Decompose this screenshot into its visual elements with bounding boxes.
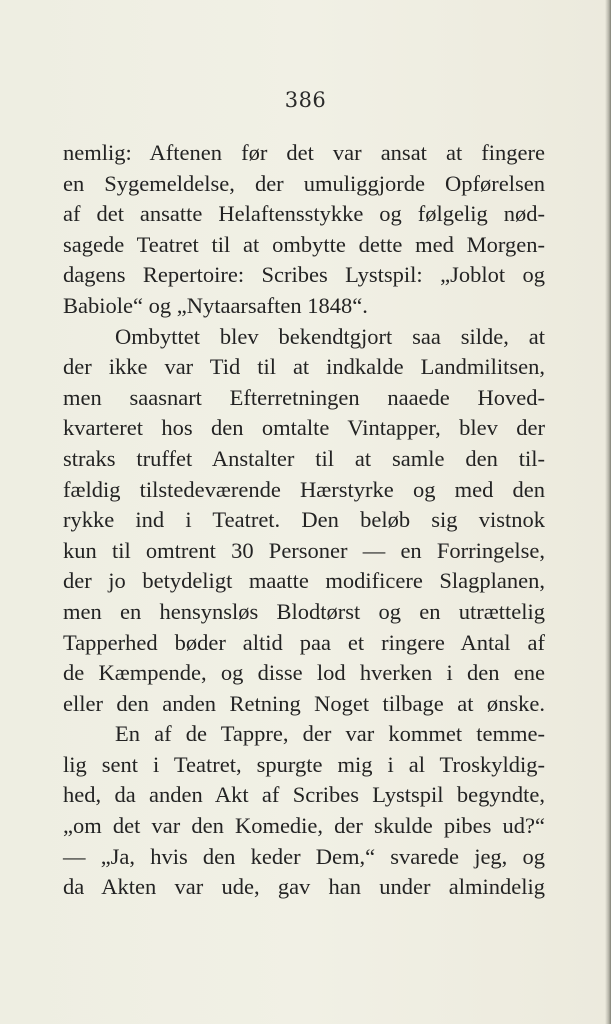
text-line: sagede Teatret til at ombytte dette med Morgen- [63,231,545,257]
text-line: der ikke var Tid til at indkalde Landmilitsen, [63,354,545,380]
text-line: der jo betydeligt maatte modificere Slagplanen, [63,568,545,594]
text-line: en Sygemeldelse, der umuliggjorde Opførelsen [63,170,545,196]
text-line: eller den anden Retning Noget tilbage at ønske. [63,690,545,716]
body-text [63,138,545,903]
text-line: lig sent i Teatret, spurgte mig i al Troskyldig- [63,751,545,777]
text-line: En af de Tappre, der var kommet temme- [115,721,545,747]
text-line: Ombyttet blev bekendtgjort saa silde, at [115,323,545,349]
text-line: fældig tilstedeværende Hærstyrke og med den [63,476,545,502]
text-line: straks truffet Anstalter til at samle den til- [63,445,545,471]
text-line: Babiole“ og „Nytaarsaften 1848“. [63,292,368,318]
text-line: Tapperhed bøder altid paa et ringere Antal af [63,629,545,655]
text-line: dagens Repertoire: Scribes Lystspil: „Joblot og [63,262,545,288]
text-line: rykke ind i Teatret. Den beløb sig vistnok [63,507,545,533]
text-line: men en hensynsløs Blodtørst og en utrættelig [63,598,545,624]
page-number: 386 [284,88,327,112]
text-line: — „Ja, hvis den keder Dem,“ svarede jeg, og [63,843,545,869]
text-line: „om det var den Komedie, der skulde pibes ud?“ [63,813,545,839]
text-line: hed, da anden Akt af Scribes Lystspil begyndte, [63,782,545,808]
text-line: nemlig: Aftenen før det var ansat at fingere [63,140,545,165]
text-line: men saasnart Efterretningen naaede Hoved- [63,384,545,410]
text-line: af det ansatte Helaftensstykke og følgelig nød- [63,201,545,227]
text-line: kvarteret hos den omtalte Vintapper, blev der [63,415,545,441]
text-line: de Kæmpende, og disse lod hverken i den ene [63,660,545,686]
text-line: kun til omtrent 30 Personer — en Forringelse, [63,537,545,563]
page-edge-shadow [605,0,611,1024]
text-line: da Akten var ude, gav han under almindelig [63,874,545,900]
